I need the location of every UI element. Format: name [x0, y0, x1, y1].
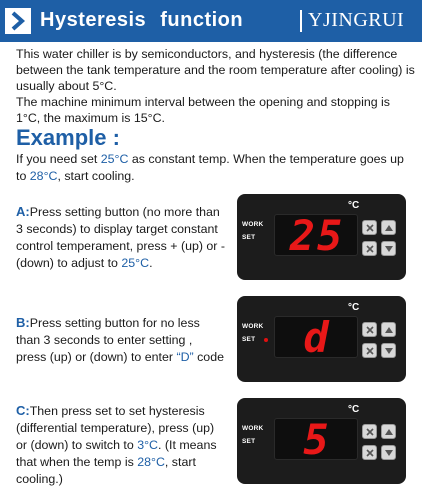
page-title: Hysteresis function [40, 9, 244, 31]
set-button-icon[interactable] [362, 241, 377, 256]
unit-label: °C [348, 302, 360, 313]
chevron-right-icon [5, 8, 31, 34]
step-b-text [16, 314, 226, 366]
example-text-part-2: as constant temp. When the temperature goes up to [16, 152, 404, 183]
step-b-text-part-1: Press setting button for no less than 3 seconds to enter setting , press (up) or (down) to enter [16, 316, 200, 364]
set-label: SET [242, 234, 256, 241]
example-value-start-temp: 28°C [29, 169, 58, 183]
unit-label: °C [348, 404, 360, 415]
header-banner [0, 0, 422, 42]
step-c-text [16, 402, 226, 488]
step-c-value-start-temp: 28°C [137, 455, 165, 469]
example-text-part-3: , start cooling. [57, 169, 135, 183]
step-a-text [16, 203, 226, 272]
thermostat-display-a [237, 194, 406, 280]
work-label: WORK [242, 425, 264, 432]
unit-label: °C [348, 200, 360, 211]
step-c-letter: C: [16, 403, 30, 418]
up-arrow-icon[interactable] [381, 424, 396, 439]
set-button-icon[interactable] [362, 445, 377, 460]
step-a-text-part-2: . [149, 256, 153, 270]
down-arrow-icon[interactable] [381, 241, 396, 256]
step-a-text-part-1: Press setting button (no more than 3 seconds) to display target constant control temperament, press + (up) or - (down) to adjust to [16, 205, 226, 270]
thermostat-display-b [237, 296, 406, 382]
lcd-screen [274, 313, 358, 362]
lcd-digits: d [303, 313, 331, 362]
step-a-value: 25°C [121, 256, 150, 270]
set-button-icon[interactable] [362, 343, 377, 358]
set-button-icon[interactable] [362, 322, 377, 337]
step-c-text-part-3: , start cooling.) [16, 455, 196, 486]
lcd-digits: 5 [303, 415, 331, 464]
lcd-screen [274, 415, 358, 464]
step-a-letter: A: [16, 204, 30, 219]
set-button-icon[interactable] [362, 424, 377, 439]
set-label: SET [242, 336, 256, 343]
example-text [16, 151, 416, 185]
set-label: SET [242, 438, 256, 445]
down-arrow-icon[interactable] [381, 445, 396, 460]
work-label: WORK [242, 221, 264, 228]
lcd-digits: 25 [289, 211, 345, 260]
step-c-text-part-2: . (It means that when the temp is [16, 438, 217, 469]
step-c-text-part-1: Then press set to set hysteresis (differential temperature), press (up) or (down) to switch to [16, 404, 215, 452]
up-arrow-icon[interactable] [381, 322, 396, 337]
step-b-value: “D” [176, 350, 194, 364]
example-text-part-1: If you need set [16, 152, 101, 166]
set-button-icon[interactable] [362, 220, 377, 235]
down-arrow-icon[interactable] [381, 343, 396, 358]
intro-text [16, 46, 416, 126]
example-value-set-temp: 25°C [100, 152, 129, 166]
step-c-value-hysteresis: 3°C [137, 438, 158, 452]
work-label: WORK [242, 323, 264, 330]
header-divider [300, 10, 302, 32]
thermostat-display-c [237, 398, 406, 484]
set-indicator-light [264, 338, 268, 342]
intro-paragraph-1: This water chiller is by semiconductors, and hysteresis (the difference between the tank temperature and the room temperature after cooling) is usually about 5°C. [16, 47, 415, 93]
up-arrow-icon[interactable] [381, 220, 396, 235]
brand-name: YJINGRUI [308, 9, 405, 31]
lcd-screen [274, 211, 358, 260]
intro-paragraph-2: The machine minimum interval between the opening and stopping is 1°C, the maximum is 15°C. [16, 95, 391, 125]
step-b-text-part-2: code [193, 350, 224, 364]
step-b-letter: B: [16, 315, 30, 330]
example-heading: Example : [16, 125, 120, 150]
